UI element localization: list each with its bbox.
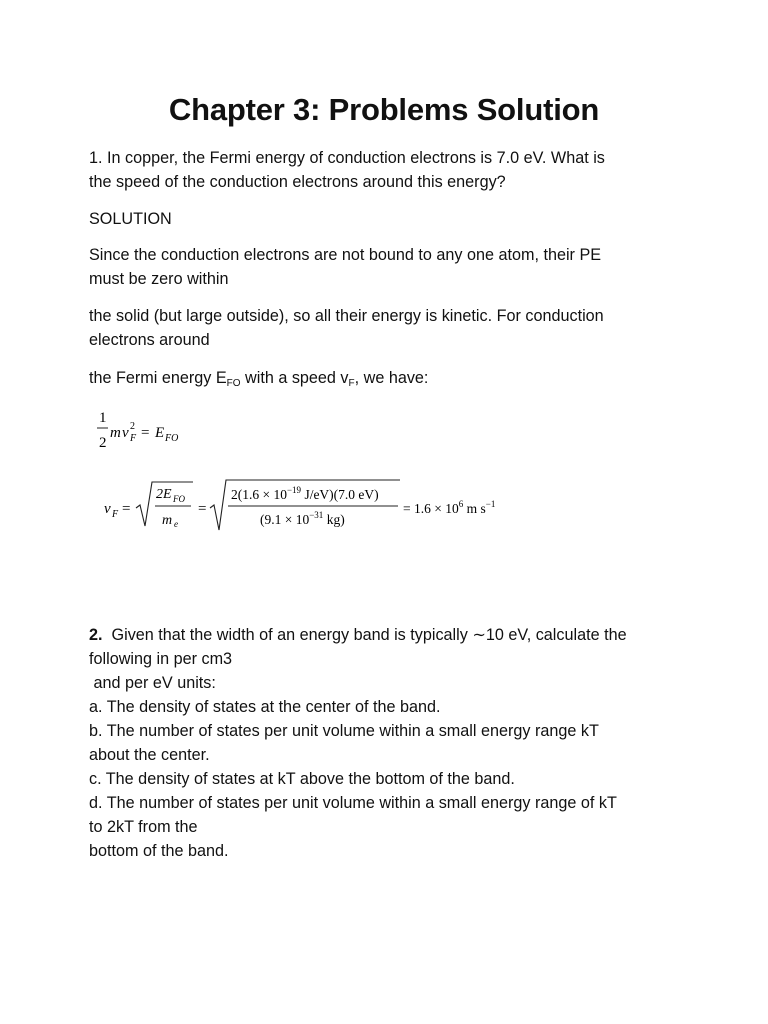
problem2-number: 2. xyxy=(89,626,103,644)
solution-paragraph-1-line2: must be zero within xyxy=(89,270,229,288)
solution-paragraph-3 xyxy=(89,366,689,393)
eq1-m: m xyxy=(110,425,121,441)
eq2-big-num: $2(1.6 \times 10^{-19}$ J/eV)(7.0 eV) xyxy=(231,485,379,502)
eq1-E: E xyxy=(155,425,165,441)
eq2-v: v xyxy=(104,501,111,517)
eq2-inner-den: m xyxy=(162,513,173,528)
solution-label: SOLUTION xyxy=(89,210,172,228)
problem2 xyxy=(89,623,689,863)
problem2-line8: d. The number of states per unit volume within a small energy range of kT xyxy=(89,794,617,812)
eq1-equals: = xyxy=(141,425,150,441)
eq2-eq1: = xyxy=(122,501,131,517)
solution-paragraph-1-line1: Since the conduction electrons are not bound to any one atom, their PE xyxy=(89,246,602,264)
equation-fermi-speed xyxy=(100,474,530,540)
eq2-inner-num-sub: FO xyxy=(173,494,185,504)
eq2-inner-den-sub: e xyxy=(174,519,178,529)
para3-text-c: , we have: xyxy=(354,369,429,387)
solution-paragraph-2 xyxy=(89,304,689,352)
solution-paragraph-1 xyxy=(89,243,689,291)
eq2-big-den: ($9.1 \times 10^{-31}$ kg) xyxy=(260,510,345,527)
problem2-line7: c. The density of states at kT above the bottom of the band. xyxy=(89,770,515,788)
eq1-v-sup: 2 xyxy=(130,421,135,432)
problem2-line10: bottom of the band. xyxy=(89,842,229,860)
para3-text-b: with a speed v xyxy=(240,369,349,387)
problem2-line2: following in per cm3 xyxy=(89,650,233,668)
problem2-line4: a. The density of states at the center of the band. xyxy=(89,698,441,716)
eq1-frac-den: 2 xyxy=(99,435,107,451)
solution-paragraph-2-line1: the solid (but large outside), so all their energy is kinetic. For conduction xyxy=(89,307,604,325)
problem1-question-line2: the speed of the conduction electrons around this energy? xyxy=(89,173,506,191)
equation-kinetic-energy xyxy=(95,404,205,456)
problem2-line1-text: Given that the width of an energy band is typically ∼10 eV, calculate the xyxy=(102,626,627,644)
problem1-question xyxy=(89,146,689,194)
problem2-line6: about the center. xyxy=(89,746,210,764)
eq2-v-sub: F xyxy=(112,509,119,520)
eq1-frac-num: 1 xyxy=(99,410,107,426)
para3-text-a: the Fermi energy E xyxy=(89,369,227,387)
problem2-line3: and per eV units: xyxy=(89,674,216,692)
problem2-line9: to 2kT from the xyxy=(89,818,198,836)
page-title: Chapter 3: Problems Solution xyxy=(168,92,600,127)
solution-paragraph-2-line2: electrons around xyxy=(89,331,210,349)
para3-sub-fo: FO xyxy=(226,378,241,389)
eq1-E-sub: FO xyxy=(165,433,179,444)
eq2-result: = $1.6 \times 10^6$ m $s^{-1}$ xyxy=(403,499,496,516)
problem1-question-line1: 1. In copper, the Fermi energy of conduction electrons is 7.0 eV. What is xyxy=(89,149,605,167)
eq1-v-sub: F xyxy=(130,433,137,444)
eq1-v: v xyxy=(122,425,129,441)
para3-sub-f: F xyxy=(348,378,355,389)
problem2-line5: b. The number of states per unit volume within a small energy range kT xyxy=(89,722,599,740)
problem2-line1 xyxy=(89,623,689,647)
eq2-inner-num: 2E xyxy=(156,487,172,502)
eq2-eq2: = xyxy=(198,501,207,517)
